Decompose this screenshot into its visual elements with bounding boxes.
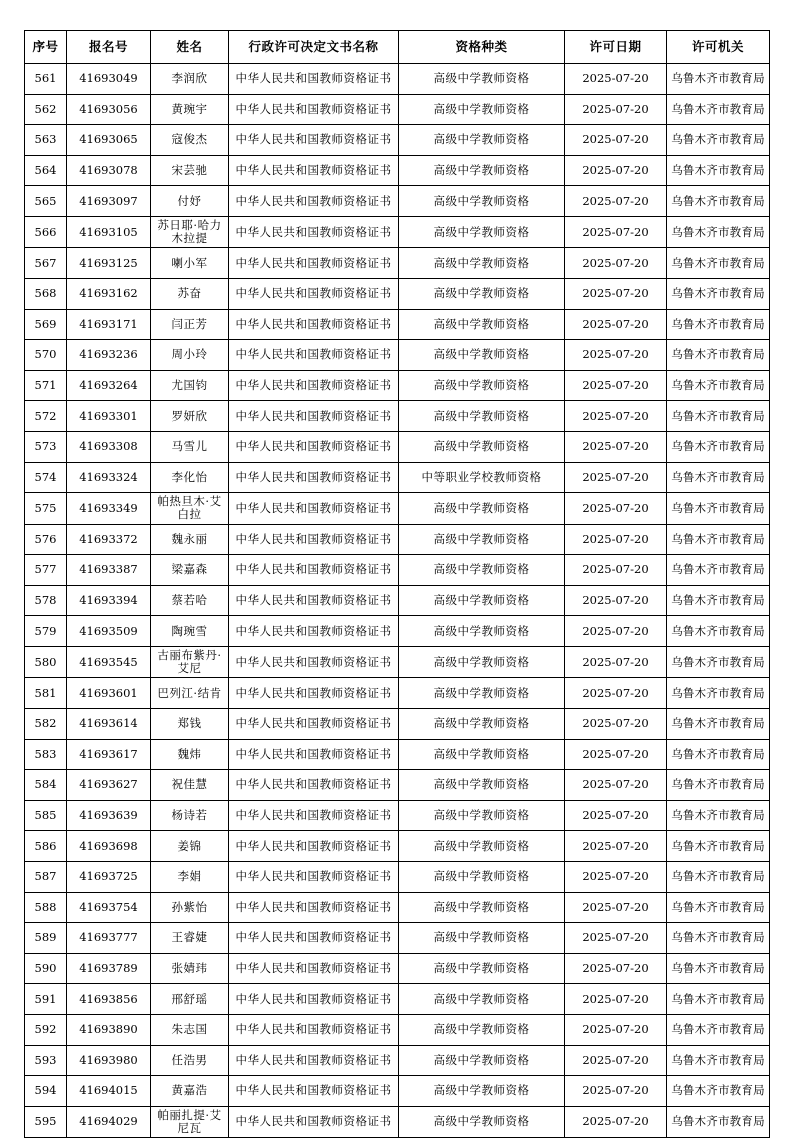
cell-permit-date: 2025-07-20	[565, 216, 667, 247]
cell-permit-date: 2025-07-20	[565, 616, 667, 647]
cell-qualification-type: 高级中学教师资格	[399, 800, 565, 831]
cell-permit-date: 2025-07-20	[565, 1106, 667, 1137]
cell-name: 古丽布紫丹·艾尼	[151, 646, 229, 677]
cell-name: 王睿婕	[151, 923, 229, 954]
cell-permit-authority: 乌鲁木齐市教育局	[667, 309, 770, 340]
cell-qualification-type: 高级中学教师资格	[399, 1076, 565, 1107]
cell-sequence: 592	[25, 1014, 67, 1045]
cell-sequence: 576	[25, 524, 67, 555]
cell-registration-number: 41693627	[67, 770, 151, 801]
cell-permit-authority: 乌鲁木齐市教育局	[667, 431, 770, 462]
column-header-sequence: 序号	[25, 31, 67, 64]
cell-qualification-type: 高级中学教师资格	[399, 248, 565, 279]
table-row	[25, 248, 770, 279]
cell-document-name: 中华人民共和国教师资格证书	[229, 709, 399, 740]
cell-permit-authority: 乌鲁木齐市教育局	[667, 585, 770, 616]
cell-permit-authority: 乌鲁木齐市教育局	[667, 1014, 770, 1045]
cell-qualification-type: 高级中学教师资格	[399, 831, 565, 862]
cell-registration-number: 41693890	[67, 1014, 151, 1045]
cell-document-name: 中华人民共和国教师资格证书	[229, 248, 399, 279]
cell-registration-number: 41693078	[67, 155, 151, 186]
cell-qualification-type: 高级中学教师资格	[399, 555, 565, 586]
cell-name: 魏炜	[151, 739, 229, 770]
cell-name: 黄琬宇	[151, 94, 229, 125]
cell-qualification-type: 高级中学教师资格	[399, 431, 565, 462]
cell-permit-authority: 乌鲁木齐市教育局	[667, 125, 770, 156]
cell-registration-number: 41693056	[67, 94, 151, 125]
cell-document-name: 中华人民共和国教师资格证书	[229, 800, 399, 831]
cell-sequence: 580	[25, 646, 67, 677]
table-row	[25, 585, 770, 616]
table-row	[25, 94, 770, 125]
cell-qualification-type: 高级中学教师资格	[399, 984, 565, 1015]
table-row	[25, 555, 770, 586]
cell-permit-authority: 乌鲁木齐市教育局	[667, 616, 770, 647]
cell-document-name: 中华人民共和国教师资格证书	[229, 831, 399, 862]
cell-registration-number: 41693065	[67, 125, 151, 156]
cell-name: 魏永丽	[151, 524, 229, 555]
cell-qualification-type: 高级中学教师资格	[399, 739, 565, 770]
cell-document-name: 中华人民共和国教师资格证书	[229, 739, 399, 770]
table-row	[25, 125, 770, 156]
cell-document-name: 中华人民共和国教师资格证书	[229, 678, 399, 709]
cell-qualification-type: 高级中学教师资格	[399, 1045, 565, 1076]
cell-permit-authority: 乌鲁木齐市教育局	[667, 186, 770, 217]
cell-sequence: 577	[25, 555, 67, 586]
cell-permit-authority: 乌鲁木齐市教育局	[667, 984, 770, 1015]
cell-sequence: 575	[25, 493, 67, 524]
cell-registration-number: 41693372	[67, 524, 151, 555]
table-row	[25, 800, 770, 831]
table-row	[25, 646, 770, 677]
cell-permit-authority: 乌鲁木齐市教育局	[667, 1045, 770, 1076]
cell-sequence: 590	[25, 953, 67, 984]
cell-document-name: 中华人民共和国教师资格证书	[229, 1014, 399, 1045]
cell-document-name: 中华人民共和国教师资格证书	[229, 279, 399, 310]
cell-qualification-type: 高级中学教师资格	[399, 155, 565, 186]
cell-name: 黄嘉浩	[151, 1076, 229, 1107]
cell-permit-date: 2025-07-20	[565, 186, 667, 217]
cell-qualification-type: 高级中学教师资格	[399, 94, 565, 125]
cell-name: 张婧玮	[151, 953, 229, 984]
cell-registration-number: 41693125	[67, 248, 151, 279]
cell-permit-date: 2025-07-20	[565, 984, 667, 1015]
cell-permit-date: 2025-07-20	[565, 739, 667, 770]
cell-name: 李润欣	[151, 64, 229, 95]
cell-registration-number: 41693171	[67, 309, 151, 340]
cell-registration-number: 41693264	[67, 370, 151, 401]
cell-registration-number: 41694029	[67, 1106, 151, 1137]
column-header-name: 姓名	[151, 31, 229, 64]
cell-document-name: 中华人民共和国教师资格证书	[229, 892, 399, 923]
cell-document-name: 中华人民共和国教师资格证书	[229, 616, 399, 647]
cell-name: 陶琬雪	[151, 616, 229, 647]
cell-permit-date: 2025-07-20	[565, 64, 667, 95]
cell-permit-authority: 乌鲁木齐市教育局	[667, 861, 770, 892]
cell-sequence: 595	[25, 1106, 67, 1137]
cell-sequence: 572	[25, 401, 67, 432]
cell-registration-number: 41693509	[67, 616, 151, 647]
cell-document-name: 中华人民共和国教师资格证书	[229, 370, 399, 401]
cell-permit-date: 2025-07-20	[565, 248, 667, 279]
cell-permit-date: 2025-07-20	[565, 861, 667, 892]
cell-name: 付妤	[151, 186, 229, 217]
cell-document-name: 中华人民共和国教师资格证书	[229, 125, 399, 156]
cell-name: 郑钱	[151, 709, 229, 740]
cell-permit-authority: 乌鲁木齐市教育局	[667, 155, 770, 186]
table-body	[25, 64, 770, 1138]
table-row	[25, 524, 770, 555]
table-row	[25, 401, 770, 432]
cell-sequence: 567	[25, 248, 67, 279]
administrative-permit-table	[24, 30, 770, 1138]
cell-name: 寇俊杰	[151, 125, 229, 156]
cell-qualification-type: 高级中学教师资格	[399, 125, 565, 156]
cell-name: 尤国钧	[151, 370, 229, 401]
cell-sequence: 561	[25, 64, 67, 95]
cell-permit-authority: 乌鲁木齐市教育局	[667, 831, 770, 862]
cell-permit-date: 2025-07-20	[565, 279, 667, 310]
cell-permit-authority: 乌鲁木齐市教育局	[667, 953, 770, 984]
cell-permit-authority: 乌鲁木齐市教育局	[667, 401, 770, 432]
cell-permit-authority: 乌鲁木齐市教育局	[667, 678, 770, 709]
cell-registration-number: 41693049	[67, 64, 151, 95]
cell-registration-number: 41693301	[67, 401, 151, 432]
cell-permit-date: 2025-07-20	[565, 155, 667, 186]
cell-name: 周小玲	[151, 340, 229, 371]
cell-permit-authority: 乌鲁木齐市教育局	[667, 64, 770, 95]
cell-permit-authority: 乌鲁木齐市教育局	[667, 370, 770, 401]
cell-name: 蔡若哈	[151, 585, 229, 616]
cell-registration-number: 41693725	[67, 861, 151, 892]
cell-name: 帕热旦木·艾白拉	[151, 493, 229, 524]
table-row	[25, 616, 770, 647]
cell-document-name: 中华人民共和国教师资格证书	[229, 770, 399, 801]
cell-sequence: 573	[25, 431, 67, 462]
cell-name: 苏日耶·哈力木拉提	[151, 216, 229, 247]
table-header-row	[25, 31, 770, 64]
cell-registration-number: 41693789	[67, 953, 151, 984]
cell-permit-authority: 乌鲁木齐市教育局	[667, 739, 770, 770]
cell-sequence: 587	[25, 861, 67, 892]
table-row	[25, 1045, 770, 1076]
cell-registration-number: 41693236	[67, 340, 151, 371]
cell-sequence: 586	[25, 831, 67, 862]
cell-document-name: 中华人民共和国教师资格证书	[229, 94, 399, 125]
cell-qualification-type: 高级中学教师资格	[399, 861, 565, 892]
cell-name: 姜锦	[151, 831, 229, 862]
cell-qualification-type: 高级中学教师资格	[399, 186, 565, 217]
cell-permit-date: 2025-07-20	[565, 646, 667, 677]
cell-permit-authority: 乌鲁木齐市教育局	[667, 94, 770, 125]
cell-name: 宋芸驰	[151, 155, 229, 186]
table-header	[25, 31, 770, 64]
cell-registration-number: 41693617	[67, 739, 151, 770]
cell-qualification-type: 高级中学教师资格	[399, 616, 565, 647]
cell-permit-date: 2025-07-20	[565, 340, 667, 371]
cell-document-name: 中华人民共和国教师资格证书	[229, 1106, 399, 1137]
cell-name: 马雪儿	[151, 431, 229, 462]
column-header-qualification-type: 资格种类	[399, 31, 565, 64]
cell-registration-number: 41693601	[67, 678, 151, 709]
cell-registration-number: 41693394	[67, 585, 151, 616]
cell-document-name: 中华人民共和国教师资格证书	[229, 1045, 399, 1076]
cell-permit-date: 2025-07-20	[565, 555, 667, 586]
cell-permit-authority: 乌鲁木齐市教育局	[667, 923, 770, 954]
table-row	[25, 739, 770, 770]
cell-permit-date: 2025-07-20	[565, 462, 667, 493]
cell-sequence: 591	[25, 984, 67, 1015]
cell-name: 孙紫怡	[151, 892, 229, 923]
cell-registration-number: 41694015	[67, 1076, 151, 1107]
table-row	[25, 216, 770, 247]
cell-permit-authority: 乌鲁木齐市教育局	[667, 555, 770, 586]
cell-registration-number: 41693097	[67, 186, 151, 217]
cell-permit-authority: 乌鲁木齐市教育局	[667, 1106, 770, 1137]
cell-permit-authority: 乌鲁木齐市教育局	[667, 493, 770, 524]
cell-document-name: 中华人民共和国教师资格证书	[229, 340, 399, 371]
cell-permit-date: 2025-07-20	[565, 709, 667, 740]
table-row	[25, 186, 770, 217]
cell-qualification-type: 高级中学教师资格	[399, 370, 565, 401]
cell-qualification-type: 高级中学教师资格	[399, 923, 565, 954]
cell-registration-number: 41693614	[67, 709, 151, 740]
cell-qualification-type: 高级中学教师资格	[399, 1014, 565, 1045]
cell-qualification-type: 高级中学教师资格	[399, 953, 565, 984]
cell-permit-authority: 乌鲁木齐市教育局	[667, 462, 770, 493]
column-header-document-name: 行政许可决定文书名称	[229, 31, 399, 64]
cell-document-name: 中华人民共和国教师资格证书	[229, 953, 399, 984]
table-row	[25, 953, 770, 984]
cell-qualification-type: 高级中学教师资格	[399, 401, 565, 432]
cell-sequence: 583	[25, 739, 67, 770]
cell-permit-date: 2025-07-20	[565, 678, 667, 709]
cell-registration-number: 41693639	[67, 800, 151, 831]
cell-document-name: 中华人民共和国教师资格证书	[229, 585, 399, 616]
cell-registration-number: 41693754	[67, 892, 151, 923]
table-row	[25, 861, 770, 892]
cell-registration-number: 41693162	[67, 279, 151, 310]
table-row	[25, 1014, 770, 1045]
cell-name: 闫正芳	[151, 309, 229, 340]
cell-document-name: 中华人民共和国教师资格证书	[229, 401, 399, 432]
cell-permit-date: 2025-07-20	[565, 1014, 667, 1045]
cell-qualification-type: 高级中学教师资格	[399, 892, 565, 923]
cell-document-name: 中华人民共和国教师资格证书	[229, 923, 399, 954]
cell-registration-number: 41693980	[67, 1045, 151, 1076]
cell-qualification-type: 高级中学教师资格	[399, 709, 565, 740]
cell-permit-date: 2025-07-20	[565, 524, 667, 555]
cell-permit-date: 2025-07-20	[565, 800, 667, 831]
cell-sequence: 588	[25, 892, 67, 923]
table-row	[25, 1076, 770, 1107]
cell-qualification-type: 高级中学教师资格	[399, 678, 565, 709]
cell-document-name: 中华人民共和国教师资格证书	[229, 524, 399, 555]
cell-permit-authority: 乌鲁木齐市教育局	[667, 646, 770, 677]
cell-permit-authority: 乌鲁木齐市教育局	[667, 340, 770, 371]
cell-name: 邢舒瑶	[151, 984, 229, 1015]
table-row	[25, 462, 770, 493]
cell-sequence: 564	[25, 155, 67, 186]
cell-qualification-type: 高级中学教师资格	[399, 216, 565, 247]
cell-permit-date: 2025-07-20	[565, 831, 667, 862]
cell-permit-date: 2025-07-20	[565, 585, 667, 616]
table-row	[25, 770, 770, 801]
cell-permit-authority: 乌鲁木齐市教育局	[667, 770, 770, 801]
cell-document-name: 中华人民共和国教师资格证书	[229, 155, 399, 186]
cell-sequence: 570	[25, 340, 67, 371]
cell-qualification-type: 高级中学教师资格	[399, 646, 565, 677]
cell-registration-number: 41693308	[67, 431, 151, 462]
cell-document-name: 中华人民共和国教师资格证书	[229, 493, 399, 524]
cell-sequence: 582	[25, 709, 67, 740]
cell-name: 喇小军	[151, 248, 229, 279]
cell-sequence: 571	[25, 370, 67, 401]
cell-permit-authority: 乌鲁木齐市教育局	[667, 1076, 770, 1107]
cell-name: 梁嘉森	[151, 555, 229, 586]
cell-qualification-type: 高级中学教师资格	[399, 524, 565, 555]
cell-name: 李化怡	[151, 462, 229, 493]
cell-sequence: 589	[25, 923, 67, 954]
table-row	[25, 493, 770, 524]
cell-permit-date: 2025-07-20	[565, 401, 667, 432]
cell-sequence: 584	[25, 770, 67, 801]
cell-registration-number: 41693387	[67, 555, 151, 586]
cell-name: 巴列江·结肯	[151, 678, 229, 709]
cell-permit-date: 2025-07-20	[565, 770, 667, 801]
cell-sequence: 578	[25, 585, 67, 616]
cell-qualification-type: 高级中学教师资格	[399, 279, 565, 310]
cell-document-name: 中华人民共和国教师资格证书	[229, 1076, 399, 1107]
cell-name: 苏奋	[151, 279, 229, 310]
cell-permit-date: 2025-07-20	[565, 1045, 667, 1076]
cell-permit-date: 2025-07-20	[565, 953, 667, 984]
table-row	[25, 678, 770, 709]
cell-document-name: 中华人民共和国教师资格证书	[229, 462, 399, 493]
table-row	[25, 892, 770, 923]
cell-sequence: 585	[25, 800, 67, 831]
table-row	[25, 64, 770, 95]
cell-sequence: 574	[25, 462, 67, 493]
cell-sequence: 566	[25, 216, 67, 247]
cell-permit-date: 2025-07-20	[565, 309, 667, 340]
cell-permit-authority: 乌鲁木齐市教育局	[667, 524, 770, 555]
cell-permit-authority: 乌鲁木齐市教育局	[667, 892, 770, 923]
cell-sequence: 568	[25, 279, 67, 310]
table-row	[25, 431, 770, 462]
cell-qualification-type: 高级中学教师资格	[399, 340, 565, 371]
cell-permit-authority: 乌鲁木齐市教育局	[667, 800, 770, 831]
cell-registration-number: 41693698	[67, 831, 151, 862]
cell-name: 朱志国	[151, 1014, 229, 1045]
cell-permit-date: 2025-07-20	[565, 431, 667, 462]
cell-qualification-type: 高级中学教师资格	[399, 585, 565, 616]
cell-sequence: 581	[25, 678, 67, 709]
cell-registration-number: 41693105	[67, 216, 151, 247]
cell-name: 祝佳慧	[151, 770, 229, 801]
cell-sequence: 569	[25, 309, 67, 340]
cell-sequence: 579	[25, 616, 67, 647]
cell-permit-date: 2025-07-20	[565, 493, 667, 524]
cell-permit-authority: 乌鲁木齐市教育局	[667, 709, 770, 740]
cell-permit-date: 2025-07-20	[565, 370, 667, 401]
cell-registration-number: 41693856	[67, 984, 151, 1015]
cell-permit-date: 2025-07-20	[565, 892, 667, 923]
cell-registration-number: 41693324	[67, 462, 151, 493]
column-header-permit-authority: 许可机关	[667, 31, 770, 64]
cell-permit-date: 2025-07-20	[565, 923, 667, 954]
cell-document-name: 中华人民共和国教师资格证书	[229, 555, 399, 586]
cell-qualification-type: 高级中学教师资格	[399, 493, 565, 524]
table-row	[25, 309, 770, 340]
cell-name: 杨诗若	[151, 800, 229, 831]
table-row	[25, 984, 770, 1015]
cell-permit-date: 2025-07-20	[565, 94, 667, 125]
table-row	[25, 709, 770, 740]
cell-sequence: 565	[25, 186, 67, 217]
cell-registration-number: 41693777	[67, 923, 151, 954]
cell-document-name: 中华人民共和国教师资格证书	[229, 646, 399, 677]
table-row	[25, 831, 770, 862]
cell-qualification-type: 中等职业学校教师资格	[399, 462, 565, 493]
cell-permit-date: 2025-07-20	[565, 1076, 667, 1107]
cell-sequence: 594	[25, 1076, 67, 1107]
table-row	[25, 155, 770, 186]
table-row	[25, 279, 770, 310]
cell-qualification-type: 高级中学教师资格	[399, 64, 565, 95]
cell-document-name: 中华人民共和国教师资格证书	[229, 431, 399, 462]
table-row	[25, 370, 770, 401]
cell-qualification-type: 高级中学教师资格	[399, 309, 565, 340]
cell-permit-date: 2025-07-20	[565, 125, 667, 156]
cell-document-name: 中华人民共和国教师资格证书	[229, 64, 399, 95]
cell-document-name: 中华人民共和国教师资格证书	[229, 861, 399, 892]
cell-name: 李娟	[151, 861, 229, 892]
cell-name: 任浩男	[151, 1045, 229, 1076]
column-header-permit-date: 许可日期	[565, 31, 667, 64]
cell-name: 帕丽扎提·艾尼瓦	[151, 1106, 229, 1137]
cell-qualification-type: 高级中学教师资格	[399, 1106, 565, 1137]
cell-registration-number: 41693545	[67, 646, 151, 677]
cell-name: 罗妍欣	[151, 401, 229, 432]
cell-permit-authority: 乌鲁木齐市教育局	[667, 279, 770, 310]
cell-sequence: 563	[25, 125, 67, 156]
cell-document-name: 中华人民共和国教师资格证书	[229, 309, 399, 340]
cell-sequence: 593	[25, 1045, 67, 1076]
cell-sequence: 562	[25, 94, 67, 125]
cell-permit-authority: 乌鲁木齐市教育局	[667, 216, 770, 247]
cell-registration-number: 41693349	[67, 493, 151, 524]
cell-document-name: 中华人民共和国教师资格证书	[229, 186, 399, 217]
cell-permit-authority: 乌鲁木齐市教育局	[667, 248, 770, 279]
cell-document-name: 中华人民共和国教师资格证书	[229, 216, 399, 247]
table-row	[25, 340, 770, 371]
table-row	[25, 923, 770, 954]
cell-document-name: 中华人民共和国教师资格证书	[229, 984, 399, 1015]
cell-qualification-type: 高级中学教师资格	[399, 770, 565, 801]
column-header-registration-number: 报名号	[67, 31, 151, 64]
